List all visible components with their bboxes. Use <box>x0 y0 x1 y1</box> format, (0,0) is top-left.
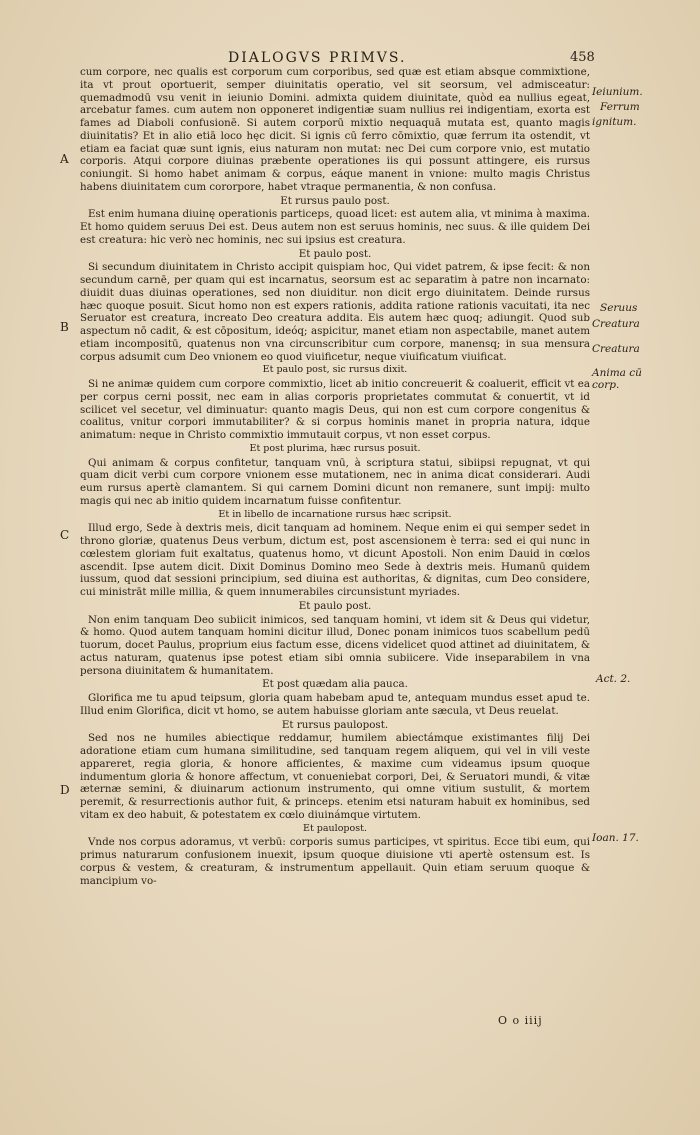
folio-number: 458 <box>570 50 595 65</box>
margin-note-anima: Anima cū corp. <box>592 367 642 391</box>
section-heading: Et post quædam alia pauca. <box>262 678 408 691</box>
main-text-block <box>80 66 590 887</box>
margin-note-creatura: Creatura <box>592 318 640 330</box>
section-heading: Et post plurima, hæc rursus posuit. <box>249 442 421 454</box>
paragraph: Qui animam & corpus confitetur, tanquam vnū, à scriptura statui, sibiipsi repugnat, vt qui quam dicit verbi cum corpore vnionem esse mutationem, nec in anima dicat considerari. Audi eum rursus apertè clamantem. Si qui carnem Domini dicunt non remanere, sunt impij: multo magis qui nec ab initio quidem incarnatum fuisse confitentur. <box>80 456 590 507</box>
section-heading: Et paulo post, sic rursus dixit. <box>262 364 408 376</box>
margin-note-acts: Act. 2. <box>596 673 631 685</box>
paragraph: Si ne animæ quidem cum corpore commixtio, licet ab initio concreuerit & coaluerit, efficit vt ea per corpus cerni possit, nec eam in alias corporis proprietates commutat & conuertit, vt id scilicet vel secetur, vel diminuatur: quanto magis Deus, qui non est cum corpore congenitus & coalitus, vnitur corpori immutabiliter? & si corpus hominis manet in propria natura, idque animatum: neque in Christo commixtio immutauit corpus, vt non esset corpus. <box>80 378 590 441</box>
paragraph: Si secundum diuinitatem in Christo accipit quispiam hoc, Qui videt patrem, & ipse fecit: & non secundum carnē, per quam qui est incarnatus, seorsum est ac separatim à patre non incarnato: diuidit duas diuinas operationes, sed non diuiditur. non dicit ergo diuinitatem. Deinde rursus hæc quoque posuit. Sicut homo non est expers rationis, addita ratione rationis vacuitati, ita nec Seruator est creatura, increato Deo creatura addita. Eis autem hæc quoq; adiungit. Quod sub aspectum nō cadit, & est cōpositum, ideóq; aspicitur, manet etiam non aspectabile, manet autem etiam incompositū, quatenus non vna circunscribitur cum corpore, manensq; in sua mensura corpus adsumit cum Deo vnionem eo quod viuificetur, neque viuificatum viuificat. <box>80 261 590 363</box>
paragraph: cum corpore, nec qualis est corporum cum corporibus, sed quæ est etiam absque commixtione, ita vt prout oportuerit, semper diuinitatis operatio, vel sit seorsum, vel admisceatur: quemadmodū vsu venit in ieiunio Domini. admixta quidem diuinitate, quòd ea nullius egeat, arcebatur fames. cum autem non opponeret indigentiæ suam nullius rei indigentiam, exorta est fames ad Diaboli confusionē. Si autem corporū mixtio nequaquā mutata est, quanto magis diuinitatis? Et in alio etiā loco hęc dicit. Si ignis cū ferro cōmixtio, quæ ferrum ita ostendit, vt etiam ea faciat quæ sunt ignis, eius naturam non mutat: nec Dei cum corpore vnio, est mutatio corporis. Atqui corpore diuinas præbente operationes iis qui possunt attingere, eis rursus coniungit. Si homo habet animam & corpus, eáque manent in vnione: multo magis Christus habens diuinitatem cum cororpore, habet vtraque permanentia, & non confusa. <box>80 66 590 193</box>
paragraph: Illud ergo, Sede à dextris meis, dicit tanquam ad hominem. Neque enim ei qui semper sedet in throno gloriæ, quatenus Deus verbum, dictum est, post ascensionem è terra: sed ei qui nunc in cœlestem gloriam fuit exaltatus, quatenus homo, vt dicunt Apostoli. Non enim Dauid in cœlos ascendit. Ipse autem dicit. Dixit Dominus Domino meo Sede à dextris meis. Humanū quidem iussum, quod dat sessioni principium, sed diuina est authoritas, & dignitas, cum Deo considere, cui ministrāt mille millia, & quem innumerabiles circunsistunt myriades. <box>80 522 590 598</box>
running-head: DIALOGVS PRIMVS. <box>228 50 407 66</box>
margin-letter: C <box>60 528 70 542</box>
section-heading: Et in libello de incarnatione rursus hæc scripsit. <box>218 508 452 520</box>
paragraph: Sed nos ne humiles abiectique reddamur, humilem abiectámque existimantes filij Dei adoratione etiam cum humana similitudine, sed tanquam regem aliquem, qui vel in vili veste appareret, regia gloria, & honore afficientes, & maxime cum videamus ipsum quoque indumentum gloria & honore affectum, vt conueniebat corpori, Dei, & Seruatori mundi, & vitæ æternæ semini, & diuinarum actionum instrumento, qui omne vitium sustulit, & mortem peremit, & resurrectionis author fuit, & princeps. etenim etsi naturam habuit ex hominibus, sed vitam ex deo habuit, & potestatem ex cœlo diuinámque virtutem. <box>80 732 590 821</box>
signature-mark: O o iiij <box>498 1014 543 1027</box>
margin-note-ignitum: ignitum. <box>592 116 637 128</box>
margin-note-ieiunium: Ieiunium. <box>592 86 643 98</box>
paragraph: Est enim humana diuinę operationis particeps, quoad licet: est autem alia, vt minima à maxima. Et homo quidem seruus Dei est. Deus autem non est seruus hominis, nec suus. & ille quidem Dei est creatura: hic verò nec hominis, nec sui ipsius est creatura. <box>80 208 590 246</box>
section-heading: Et paulo post. <box>298 599 372 612</box>
margin-letter: B <box>60 320 69 334</box>
section-heading: Et rursus paulopost. <box>281 718 389 731</box>
paragraph: Vnde nos corpus adoramus, vt verbū: corporis sumus participes, vt spiritus. Ecce tibi eum, qui primus naturarum confusionem inuexit, ipsum quoque diuisione vti apertè ostensum est. Is corpus & vestem, & creaturam, & instrumentum appellauit. Quin etiam seruum quoque & mancipium vo- <box>80 836 590 887</box>
margin-note-creatura: Creatura <box>592 343 640 355</box>
margin-note-ferrum: Ferrum <box>600 101 640 113</box>
section-heading: Et rursus paulo post. <box>280 194 390 207</box>
paragraph: Glorifica me tu apud teipsum, gloria quam habebam apud te, antequam mundus esset apud te. Illud enim Glorifica, dicit vt homo, se autem habuisse gloriam ante sæcula, vt Deus reuelat. <box>80 692 590 717</box>
section-heading: Et paulo post. <box>298 247 372 260</box>
margin-letter: D <box>60 783 70 797</box>
margin-note-seruus: Seruus <box>600 302 638 314</box>
margin-letter: A <box>60 152 69 166</box>
margin-note-john: Ioan. 17. <box>592 832 639 844</box>
paragraph: Non enim tanquam Deo subiicit inimicos, sed tanquam homini, vt idem sit & Deus qui videtur, & homo. Quod autem tanquam homini dicitur illud, Donec ponam inimicos tuos scabellum pedū tuorum, docet Paulus, proprium eius factum esse, dicens videlicet quod attinet ad diuinitatem, & actus naturam, quatenus ipse potest etiam sibi omnia subiicere. Vide inseparabilem in vna persona diuinitatem & humanitatem. <box>80 613 590 677</box>
section-heading: Et paulopost. <box>303 822 367 834</box>
